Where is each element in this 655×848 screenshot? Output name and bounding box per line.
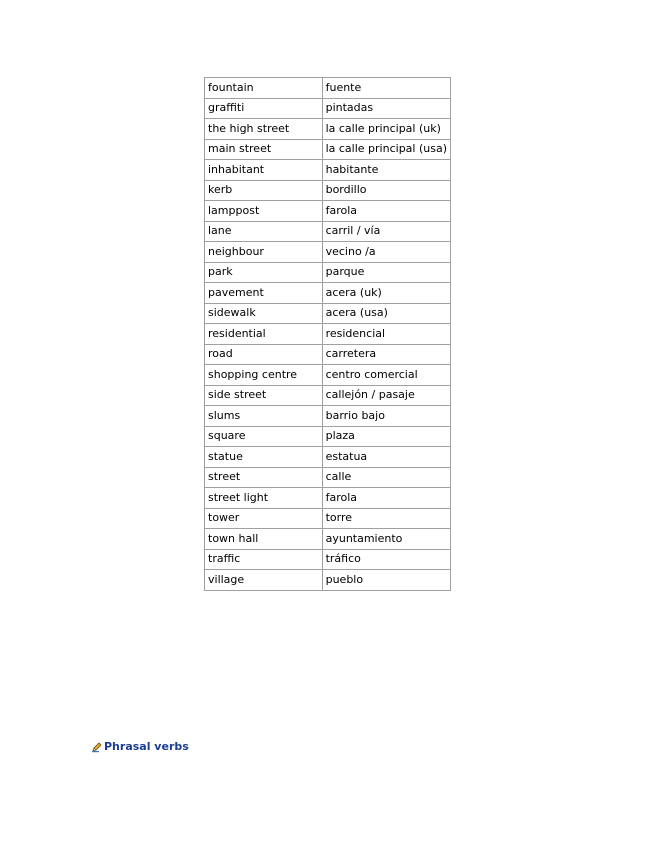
english-term-cell: town hall [205, 529, 323, 550]
spanish-term-cell: torre [322, 508, 450, 529]
english-term-cell: pavement [205, 283, 323, 304]
spanish-term-cell: barrio bajo [322, 406, 450, 427]
english-term-cell: fountain [205, 78, 323, 99]
spanish-term-cell: residencial [322, 324, 450, 345]
table-row [205, 447, 451, 468]
english-term-cell: inhabitant [205, 160, 323, 181]
english-term-cell: graffiti [205, 98, 323, 119]
table-row [205, 529, 451, 550]
spanish-term-cell: carril / vía [322, 221, 450, 242]
spanish-term-cell: vecino /a [322, 242, 450, 263]
spanish-term-cell: ayuntamiento [322, 529, 450, 550]
english-term-cell: street light [205, 488, 323, 509]
table-row [205, 180, 451, 201]
english-term-cell: lamppost [205, 201, 323, 222]
spanish-term-cell: estatua [322, 447, 450, 468]
english-term-cell: side street [205, 385, 323, 406]
table-row [205, 242, 451, 263]
english-term-cell: sidewalk [205, 303, 323, 324]
table-row [205, 385, 451, 406]
spanish-term-cell: carretera [322, 344, 450, 365]
english-term-cell: kerb [205, 180, 323, 201]
english-term-cell: the high street [205, 119, 323, 140]
spanish-term-cell: habitante [322, 160, 450, 181]
english-term-cell: neighbour [205, 242, 323, 263]
english-term-cell: main street [205, 139, 323, 160]
english-term-cell: residential [205, 324, 323, 345]
english-term-cell: square [205, 426, 323, 447]
spanish-term-cell: la calle principal (usa) [322, 139, 450, 160]
phrasal-verbs-link[interactable] [91, 740, 189, 753]
english-term-cell: village [205, 570, 323, 591]
spanish-term-cell: acera (usa) [322, 303, 450, 324]
table-row [205, 303, 451, 324]
english-term-cell: traffic [205, 549, 323, 570]
english-term-cell: park [205, 262, 323, 283]
table-row [205, 488, 451, 509]
english-term-cell: tower [205, 508, 323, 529]
english-term-cell: lane [205, 221, 323, 242]
table-row [205, 426, 451, 447]
table-row [205, 283, 451, 304]
spanish-term-cell: plaza [322, 426, 450, 447]
table-row [205, 201, 451, 222]
english-term-cell: slums [205, 406, 323, 427]
table-row [205, 262, 451, 283]
vocabulary-table [204, 77, 451, 591]
table-row [205, 365, 451, 386]
table-row [205, 160, 451, 181]
table-row [205, 549, 451, 570]
spanish-term-cell: fuente [322, 78, 450, 99]
table-row [205, 221, 451, 242]
spanish-term-cell: callejón / pasaje [322, 385, 450, 406]
spanish-term-cell: farola [322, 201, 450, 222]
english-term-cell: shopping centre [205, 365, 323, 386]
spanish-term-cell: bordillo [322, 180, 450, 201]
table-row [205, 467, 451, 488]
table-row [205, 344, 451, 365]
spanish-term-cell: pintadas [322, 98, 450, 119]
spanish-term-cell: farola [322, 488, 450, 509]
spanish-term-cell: calle [322, 467, 450, 488]
english-term-cell: statue [205, 447, 323, 468]
spanish-term-cell: acera (uk) [322, 283, 450, 304]
table-row [205, 406, 451, 427]
table-row [205, 78, 451, 99]
pencil-icon [91, 741, 103, 753]
table-row [205, 324, 451, 345]
spanish-term-cell: tráfico [322, 549, 450, 570]
vocabulary-table-body [205, 78, 451, 591]
table-row [205, 139, 451, 160]
table-row [205, 570, 451, 591]
spanish-term-cell: la calle principal (uk) [322, 119, 450, 140]
table-row [205, 119, 451, 140]
english-term-cell: street [205, 467, 323, 488]
spanish-term-cell: parque [322, 262, 450, 283]
table-row [205, 508, 451, 529]
spanish-term-cell: pueblo [322, 570, 450, 591]
spanish-term-cell: centro comercial [322, 365, 450, 386]
table-row [205, 98, 451, 119]
phrasal-verbs-label: Phrasal verbs [104, 740, 189, 753]
english-term-cell: road [205, 344, 323, 365]
